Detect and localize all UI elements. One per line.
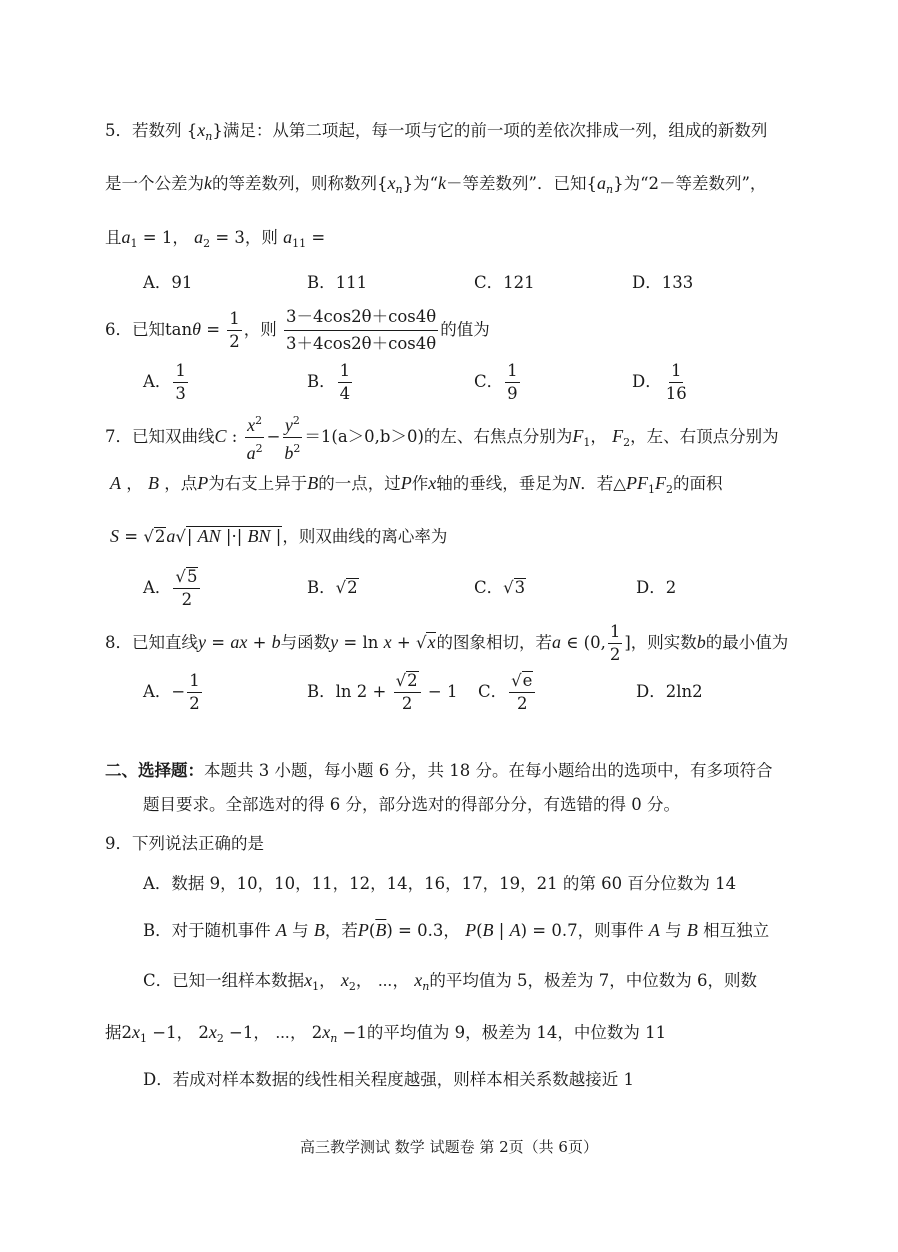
- q6-half-fraction: $\frac{1}{2}$: [229, 309, 240, 351]
- q9-option-c-line-2: 据$2x_1 -1$， $2x_2 -1$， ⋯， $2x_n -1$的平均值为 9，极差为 14，中位数为 11: [105, 1022, 667, 1045]
- q7-number: 7．: [105, 427, 132, 446]
- q6-option-b: B． $\frac{1}{4}$: [307, 361, 351, 403]
- q7-line-3: S = √2a√| AN |·| BN |，则双曲线的离心率为: [110, 526, 448, 546]
- q5-number: 5．: [105, 121, 132, 140]
- q7-option-c: C．√3: [474, 578, 526, 597]
- q6-option-d: D． $\frac{1}{16}$: [632, 361, 687, 403]
- page-footer: 高三教学测试 数学 试题卷 第 2页（共 6页）: [300, 1138, 598, 1156]
- q5-option-c: C．121: [474, 273, 535, 292]
- q7-x-fraction: $\frac{x^2}{a^2}$: [245, 411, 265, 464]
- q6-stem: 6．已知tanθ = $\frac{1}{2}$ ，则 $\frac{3-4\cos 2\theta+\cos 4\theta}{3+4\cos 2\theta+\cos 4\theta}$ 的值为: [105, 301, 490, 358]
- section2-line-1: 二、选择题：本题共 3 小题，每小题 6 分，共 18 分。在每小题给出的选项中，有多项符合: [105, 761, 773, 780]
- q8-option-b: B．ln 2 + $\frac{√2}{2}$ − 1: [307, 671, 458, 713]
- q7-line-2: A ， B ，点P为右支上异于B的一点，过P作x轴的垂线，垂足为N．若$\triangle PF_1F_2$的面积: [110, 473, 723, 496]
- q8-option-a: A．− $\frac{1}{2}$: [143, 671, 200, 713]
- q5-line-2: 是一个公差为k的等差数列，则称数列$\{x_n\}$为“k－等差数列”．已知$\{a_n\}$为“2－等差数列”，: [105, 173, 767, 196]
- q6-expression-fraction: $\frac{3-4\cos 2\theta+\cos 4\theta}{3+4\cos 2\theta+\cos 4\theta}$: [286, 307, 437, 353]
- q5-option-a: A．91: [143, 273, 193, 292]
- q7-y-fraction: $\frac{y^2}{b^2}$: [282, 411, 302, 464]
- q7-option-b: B．√2: [307, 578, 358, 597]
- section2-title: 二、选择题：: [105, 761, 204, 780]
- q7-option-d: D．2: [636, 578, 677, 597]
- q5-option-d: D．133: [632, 273, 694, 292]
- q6-option-c: C． $\frac{1}{9}$: [474, 361, 518, 403]
- q8-stem: 8．已知直线y = ax + b与函数y = ln x + √x的图象相切，若a ∈ (0, $\frac{1}{2}$ ]，则实数b的最小值为: [105, 622, 789, 664]
- section2-line-2: 题目要求。全部选对的得 6 分，部分选对的得部分分，有选错的得 0 分。: [143, 795, 680, 814]
- q9-stem: 9．下列说法正确的是: [105, 834, 264, 853]
- q7-line-1: 7．已知双曲线C : $\frac{x^2}{a^2}$ − $\frac{y^2}{b^2}$ ＝1(a＞0,b＞0)的左、右焦点分别为$F_1$， $F_2$，左、右顶点分别为: [105, 411, 779, 467]
- q9-option-a: A．数据 9，10，10，11，12，14，16，17，19，21 的第 60 百分位数为 14: [143, 874, 737, 893]
- q5-line-1: 5．若数列 $\{x_n\}$满足：从第二项起，每一项与它的前一项的差依次排成一列，组成的新数列: [105, 120, 768, 143]
- q8-number: 8．: [105, 633, 132, 652]
- q9-option-d: D．若成对样本数据的线性相关程度越强，则样本相关系数越接近 1: [143, 1070, 634, 1089]
- q9-number: 9．: [105, 834, 132, 853]
- q8-option-d: D．2ln2: [636, 682, 703, 701]
- q9-option-b: B．对于随机事件 A 与 B，若$P(\overline{B}) = 0.3$， P(B | A) = 0.7，则事件 A 与 B 相互独立: [143, 920, 770, 940]
- q6-number: 6．: [105, 320, 132, 339]
- q9-option-c-line-1: C．已知一组样本数据$x_1$， $x_2$， ⋯， $x_n$的平均值为 5，极差为 7，中位数为 6，则数: [143, 970, 758, 993]
- q5-option-b: B．111: [307, 273, 368, 292]
- q5-line-3: 且$a_1 = 1$， $a_2 = 3$，则 $a_{11}$ =: [105, 227, 326, 250]
- q8-option-c: C． $\frac{√e}{2}$: [478, 668, 537, 716]
- q7-option-a: A． $\frac{√5}{2}$: [143, 564, 202, 612]
- q6-option-a: A． $\frac{1}{3}$: [143, 361, 186, 403]
